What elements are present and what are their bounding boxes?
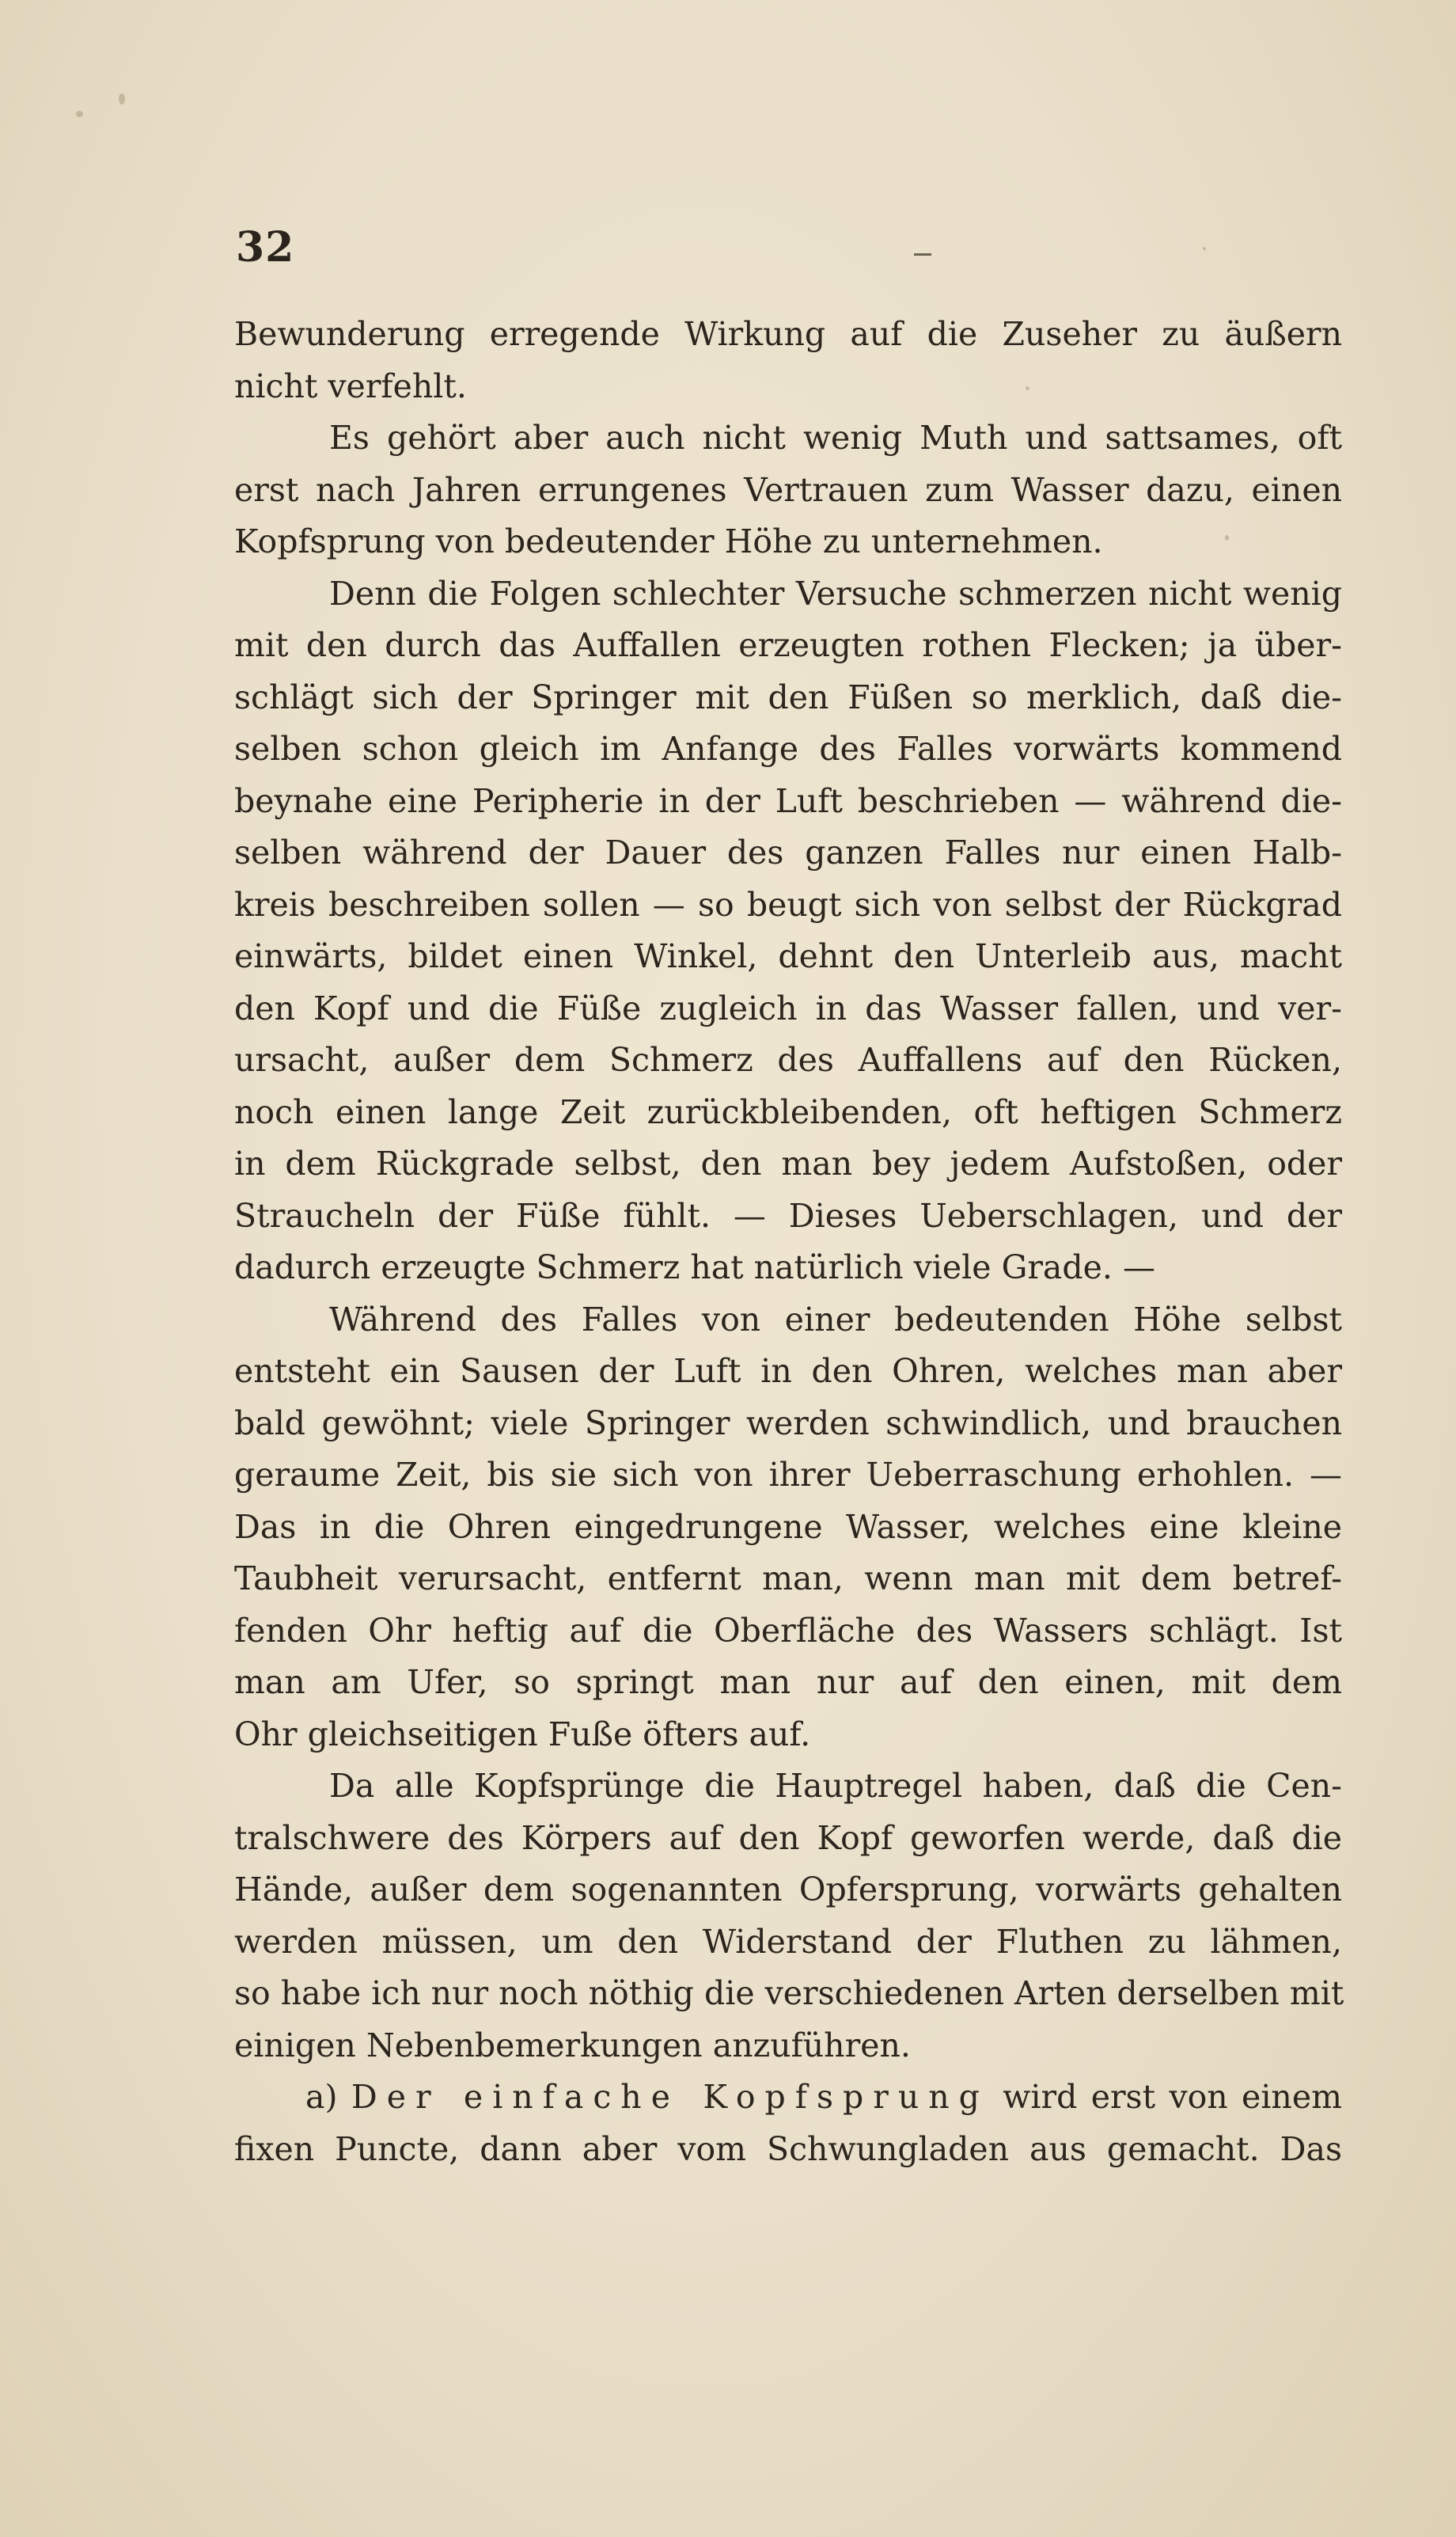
text-line: den Kopf und die Füße zugleich in das Wasser fallen, und ver- <box>234 989 1342 1027</box>
text-line: schlägt sich der Springer mit den Füßen so merklich, daß die- <box>234 678 1342 716</box>
text-line: geraume Zeit, bis sie sich von ihrer Ueberraschung erhohlen. — <box>234 1456 1342 1494</box>
text-line: fenden Ohr heftig auf die Oberfläche des Wassers schlägt. Ist <box>234 1611 1342 1650</box>
text-line: kreis beschreiben sollen — so beugt sich von selbst der Rückgrad <box>234 885 1342 924</box>
text-line: beynahe eine Peripherie in der Luft beschrieben — während die- <box>234 781 1342 820</box>
text-line: Bewunderung erregende Wirkung auf die Zuseher zu äußern <box>234 315 1342 353</box>
text-line: tralschwere des Körpers auf den Kopf geworfen werde, daß die <box>234 1818 1342 1857</box>
text-line: fixen Puncte, dann aber vom Schwungladen aus gemacht. Das <box>234 2129 1342 2168</box>
text-line: erst nach Jahren errungenes Vertrauen zum Wasser dazu, einen <box>234 470 1342 509</box>
text-line: werden müssen, um den Widerstand der Fluthen zu lähmen, <box>234 1922 1342 1961</box>
text-line: ursacht, außer dem Schmerz des Auffallens auf den Rücken, <box>234 1041 1342 1079</box>
text-line: so habe ich nur noch nöthig die verschiedenen Arten derselben mit <box>234 1974 1344 2012</box>
text-line: Da alle Kopfsprünge die Hauptregel haben, daß die Cen- <box>329 1767 1342 1805</box>
text-line: in dem Rückgrade selbst, den man bey jedem Aufstoßen, oder <box>234 1145 1342 1183</box>
text-line: selben während der Dauer des ganzen Falles nur einen Halb- <box>234 834 1342 872</box>
text-line: Straucheln der Füße fühlt. — Dieses Ueberschlagen, und der <box>234 1196 1342 1235</box>
text-line: nicht verfehlt. <box>234 366 467 405</box>
page-number: 32 <box>236 223 295 272</box>
text-line: Taubheit verursacht, entfernt man, wenn man mit dem betref- <box>234 1559 1342 1597</box>
text-line: Ohr gleichseitigen Fuße öfters auf. <box>234 1715 811 1753</box>
text-line: einwärts, bildet einen Winkel, dehnt den Unterleib aus, macht <box>234 937 1342 975</box>
text-line: selben schon gleich im Anfange des Falles vorwärts kommend <box>234 730 1342 768</box>
text-line: mit den durch das Auffallen erzeugten rothen Flecken; ja über- <box>234 626 1342 664</box>
text-line: Denn die Folgen schlechter Versuche schmerzen nicht wenig <box>329 574 1342 613</box>
paper-spot <box>119 93 125 104</box>
text-line: entsteht ein Sausen der Luft in den Ohren, welches man aber <box>234 1352 1342 1390</box>
section-heading: Der einfache Kopfsprung <box>351 2078 989 2116</box>
text-line: bald gewöhnt; viele Springer werden schwindlich, und brauchen <box>234 1403 1342 1442</box>
section-first-line-rest: wird erst von einem <box>1003 2078 1342 2116</box>
paper-spot <box>1203 247 1206 250</box>
section-marker: a) <box>305 2078 338 2116</box>
text-line: man am Ufer, so springt man nur auf den einen, mit dem <box>234 1663 1342 1701</box>
text-line: dadurch erzeugte Schmerz hat natürlich viele Grade. — <box>234 1248 1155 1286</box>
text-line: Kopfsprung von bedeutender Höhe zu unternehmen. <box>234 522 1103 560</box>
paper-spot <box>76 111 83 117</box>
text-line: Das in die Ohren eingedrungene Wasser, welches eine kleine <box>234 1507 1342 1546</box>
header-dash <box>914 253 931 256</box>
section-a-first-line <box>234 2072 1342 2124</box>
text-line: Hände, außer dem sogenannten Opfersprung, vorwärts gehalten <box>234 1870 1342 1908</box>
body-text <box>234 309 1342 2175</box>
text-line: noch einen lange Zeit zurückbleibenden, oft heftigen Schmerz <box>234 1092 1342 1131</box>
text-line: einigen Nebenbemerkungen anzuführen. <box>234 2026 911 2064</box>
text-line: Es gehört aber auch nicht wenig Muth und sattsames, oft <box>329 419 1342 457</box>
text-line: Während des Falles von einer bedeutenden Höhe selbst <box>329 1300 1342 1339</box>
